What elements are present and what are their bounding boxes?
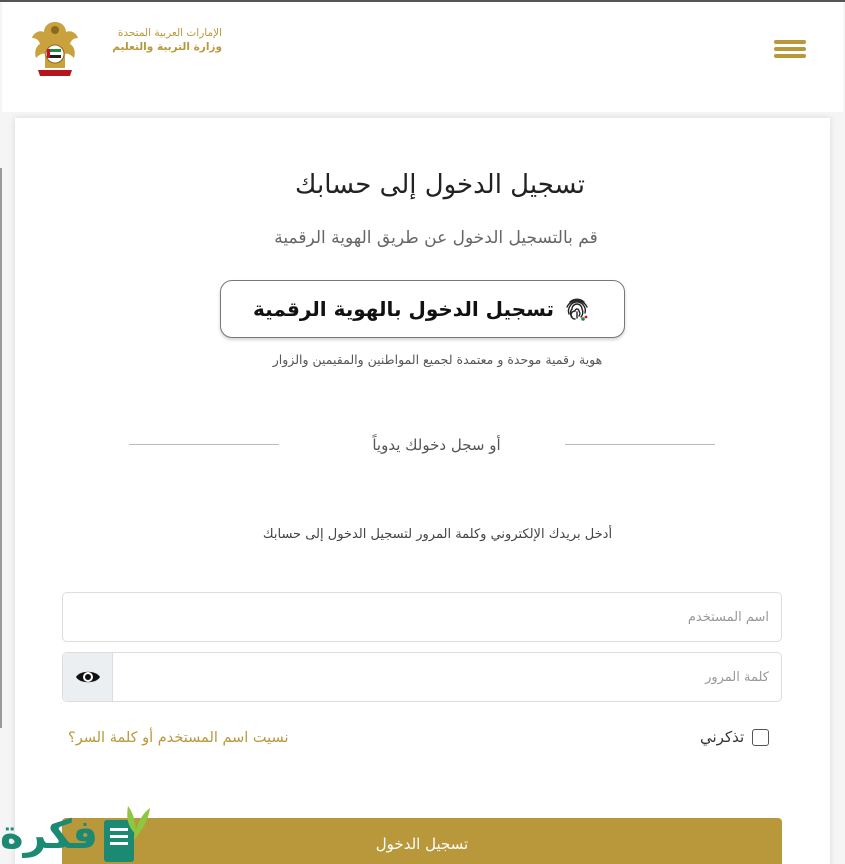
site-header <box>2 2 843 112</box>
uaepass-note: هوية رقمية موحدة و معتمدة لجميع المواطنين والمقيمين والزوار <box>272 352 603 367</box>
password-input[interactable] <box>113 653 781 701</box>
page-subtitle: قم بالتسجيل الدخول عن طريق الهوية الرقمية <box>274 228 598 248</box>
watermark-logo <box>0 800 160 864</box>
login-button[interactable]: تسجيل الدخول <box>62 818 782 864</box>
menu-bar <box>774 47 806 51</box>
fingerprint-icon <box>562 294 592 324</box>
eye-icon <box>75 668 101 686</box>
brand-line2: وزارة التربية والتعليم <box>112 41 222 53</box>
menu-bar <box>774 54 806 58</box>
page-title: تسجيل الدخول إلى حسابك <box>295 170 585 200</box>
login-card <box>15 118 830 864</box>
toggle-password-button[interactable] <box>63 653 113 701</box>
remember-me <box>700 728 769 746</box>
username-input[interactable] <box>63 593 781 641</box>
menu-icon[interactable] <box>774 40 806 60</box>
uaepass-login-button[interactable] <box>220 280 625 338</box>
password-field <box>62 652 782 702</box>
watermark-book-icon <box>98 800 154 864</box>
username-field <box>62 592 782 642</box>
watermark-text: فكرة <box>0 812 98 858</box>
brand-text <box>88 26 222 54</box>
login-hint: أدخل بريدك الإلكتروني وكلمة المرور لتسجيل الدخول إلى حسابك <box>262 527 613 542</box>
left-edge <box>0 168 2 728</box>
uaepass-button-label: تسجيل الدخول بالهوية الرقمية <box>253 297 554 321</box>
remember-me-checkbox[interactable] <box>752 729 769 746</box>
brand-line1: الإمارات العربية المتحدة <box>117 27 222 39</box>
remember-me-label: تذكرني <box>700 728 745 746</box>
forgot-credentials-link[interactable]: نسيت اسم المستخدم أو كلمة السر؟ <box>68 730 289 746</box>
uae-emblem-icon <box>30 18 80 80</box>
menu-bar <box>774 40 806 44</box>
divider-text: أو سجل دخولك يدوياً <box>372 436 501 454</box>
